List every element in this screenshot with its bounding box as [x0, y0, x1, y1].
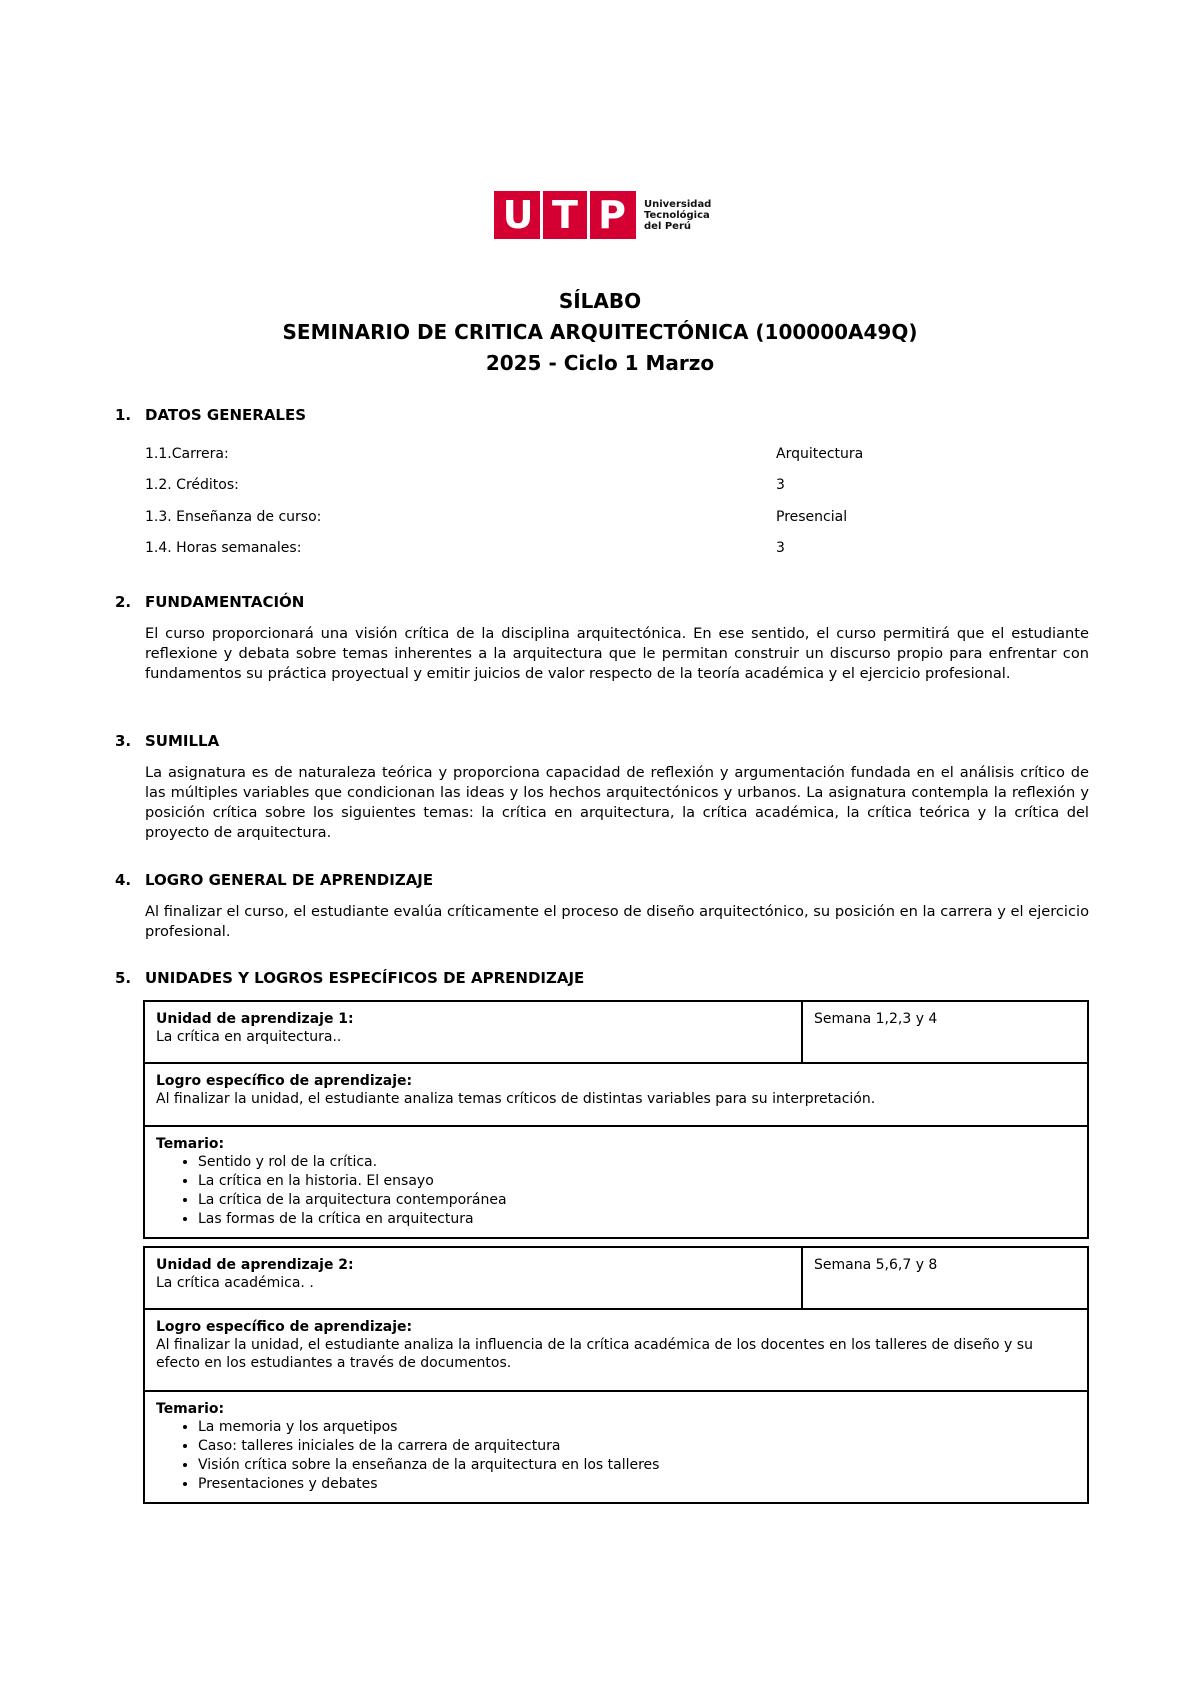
unit-cell: Unidad de aprendizaje 2: La crítica académica. .: [145, 1248, 803, 1308]
document-title: [0, 286, 1200, 379]
datos-label: 1.3. Enseñanza de curso:: [145, 509, 322, 525]
logro-especifico-cell: Logro específico de aprendizaje: Al finalizar la unidad, el estudiante analiza temas críticos de distintas variables para su interpretación.: [156, 1073, 876, 1107]
list-item: • Las formas de la crítica en arquitectura: [198, 1210, 1076, 1229]
logro-especifico-cell: Logro específico de aprendizaje: Al finalizar la unidad, el estudiante analiza la influencia de la crítica académica de los docentes en los talleres de diseño y su efecto en los estudiantes a través de documentos.: [156, 1319, 1033, 1371]
section-heading-sumilla: 3. SUMILLA: [115, 732, 220, 750]
datos-value: 3: [776, 540, 785, 556]
datos-label: 1.4. Horas semanales:: [145, 540, 302, 556]
list-item: • Visión crítica sobre la enseñanza de la arquitectura en los talleres: [198, 1456, 1076, 1475]
datos-value: Arquitectura: [776, 446, 864, 462]
datos-label: 1.1.Carrera:: [145, 446, 229, 462]
list-item: • Caso: talleres iniciales de la carrera de arquitectura: [198, 1437, 1076, 1456]
list-item: • La crítica en la historia. El ensayo: [198, 1172, 1076, 1191]
utp-logo: [494, 191, 711, 239]
unit-weeks: Semana 5,6,7 y 8: [814, 1257, 938, 1273]
logo-letter-u: U: [502, 193, 534, 237]
logo-letter-p: P: [598, 193, 626, 237]
sumilla-text: La asignatura es de naturaleza teórica y proporciona capacidad de reflexión y argumentación fundada en el análisis crítico de las múltiples variables que condicionan las ideas y los hechos arquitectónicos y urbanos. La asignatura contempla la reflexión y posición crítica sobre los siguientes temas: la crítica en arquitectura, la crítica académica, la crítica teórica y la crítica del proyecto de arquitectura.: [145, 764, 1089, 841]
section-heading-datos-generales: 1. DATOS GENERALES: [115, 406, 307, 424]
datos-value: 3: [776, 477, 785, 493]
list-item: • Sentido y rol de la crítica.: [198, 1153, 1076, 1172]
fundamentacion-text: El curso proporcionará una visión crítica de la disciplina arquitectónica. En ese sentido, el curso permitirá que el estudiante reflexione y debata sobre temas inherentes a la arquitectura que le permitan construir un discurso propio para enfrentar con fundamentos su práctica proyectual y emitir juicios de valor respecto de la teoría académica y el ejercicio profesional.: [145, 625, 1089, 682]
logo-red-block: [494, 191, 636, 239]
temario-list: [156, 1418, 1076, 1494]
title-silabo: SÍLABO: [558, 289, 642, 313]
datos-label: 1.2. Créditos:: [145, 477, 239, 493]
logro-general-text: Al finalizar el curso, el estudiante evalúa críticamente el proceso de diseño arquitectónico, su posición en la carrera y el ejercicio profesional.: [145, 903, 1089, 940]
temario-cell: Temario: • La memoria y los arquetipos • Caso: talleres iniciales de la carrera de arquitectura • Visión crítica sobre la enseñanza de la arquitectura en los talleres • Presentaciones y debates: [145, 1392, 1087, 1502]
temario-cell: Temario: • Sentido y rol de la crítica. • La crítica en la historia. El ensayo • La crítica de la arquitectura contemporánea • Las formas de la crítica en arquitectura: [145, 1127, 1087, 1237]
list-item: • Presentaciones y debates: [198, 1475, 1076, 1494]
unit-cell: Unidad de aprendizaje 1: La crítica en arquitectura..: [145, 1002, 803, 1062]
list-item: • La memoria y los arquetipos: [198, 1418, 1076, 1437]
logo-wordmark: Universidad Tecnológica del Perú: [644, 198, 712, 232]
logo-letter-t: T: [552, 193, 578, 237]
unit-table-1: [143, 1000, 1089, 1239]
title-cycle: 2025 - Ciclo 1 Marzo: [485, 351, 715, 375]
section-heading-logro-general: 4. LOGRO GENERAL DE APRENDIZAJE: [115, 871, 434, 889]
unit-weeks: Semana 1,2,3 y 4: [814, 1011, 938, 1027]
list-item: • La crítica de la arquitectura contemporánea: [198, 1191, 1076, 1210]
datos-value: Presencial: [776, 509, 848, 525]
unit-table-2: [143, 1246, 1089, 1504]
title-course: SEMINARIO DE CRITICA ARQUITECTÓNICA (100000A49Q): [282, 320, 918, 344]
section-heading-fundamentacion: 2. FUNDAMENTACIÓN: [115, 593, 305, 611]
section-heading-unidades: 5. UNIDADES Y LOGROS ESPECÍFICOS DE APRENDIZAJE: [115, 969, 585, 987]
temario-list: [156, 1153, 1076, 1229]
